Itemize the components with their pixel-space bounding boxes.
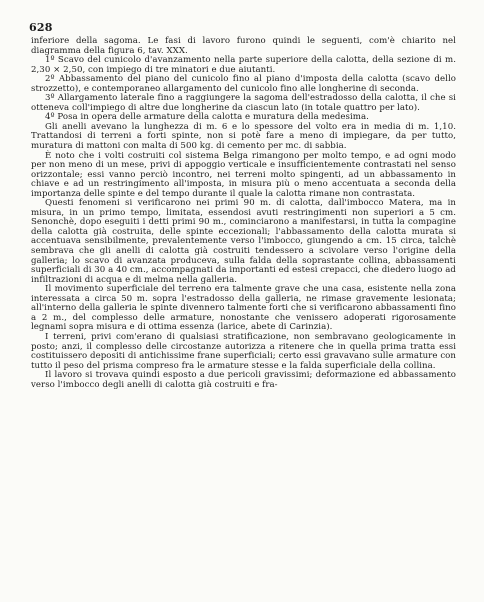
body-text	[31, 37, 456, 390]
paragraph: 3º Allargamento laterale fino a raggiungere la sagoma dell'estradosso della calotta, il che si otteneva coll'impiego di altre due longherine da ciascun lato (in totale quattro per lato).	[31, 93, 456, 113]
paragraph: 1º Scavo del cunicolo d'avanzamento nella parte superiore della calotta, della sezione di m. 2,30 × 2,50, con impiego di tre minatori e due aiutanti.	[31, 55, 456, 75]
paragraph: È noto che i volti costruiti col sistema Belga rimangono per molto tempo, e ad ogni modo per non meno di un mese, privi di appoggio verticale e insufficientemente contrastati nel senso orizzontale; essi vanno perciò incontro, nei terreni molto spingenti, ad un abbassamento in chiave e ad un restringimento all'imposta, in misura più o meno accentuata a seconda della importanza delle spinte e del tempo durante il quale la calotta rimane non contrastata.	[31, 150, 456, 199]
paragraph: 2º Abbassamento del piano del cunicolo fino al piano d'imposta della calotta (scavo dello strozzetto), e contemporaneo allargamento del cunicolo fino alle longherine di seconda.	[31, 74, 456, 94]
paragraph: Il movimento superficiale del terreno era talmente grave che una casa, esistente nella zona interessata a circa 50 m. sopra l'estradosso della galleria, ne rimase gravemente lesionata; all'interno della galleria le spinte divennero talmente forti che si verificarono abbassamenti fino a 2 m., del complesso delle armature, nonostante che venissero adoperati rigorosamente legnami sopra misura e di ottima essenza (larice, abete di Carinzia).	[31, 284, 456, 333]
paragraph: Questi fenomeni si verificarono nei primi 90 m. di calotta, dall'imbocco Matera, ma in misura, in un primo tempo, limitata, essendosi avuti restringimenti non superiori a 5 cm. Senonchè, dopo eseguiti i detti primi 90 m., cominciarono a manifestarsi, in tutta la compagine della calotta già costruita, delle spinte eccezionali; l'abbassamento della calotta murata si accentuava sensibilmente, prevalentemente verso l'imbocco, giungendo a cm. 15 circa, talchè sembrava che gli anelli di calotta già costruiti tendessero a scivolare verso l'origine della galleria; lo scavo di avanzata produceva, sulla falda della soprastante collina, abbassamenti superficiali di 30 a 40 cm., accompagnati da importanti ed estesi crepacci, che diedero luogo ad infiltrazioni di acqua e di melma nella galleria.	[31, 198, 456, 285]
paragraph: Il lavoro si trovava quindi esposto a due pericoli gravissimi; deformazione ed abbassamento verso l'imbocco degli anelli di calotta già costruiti e fra-	[31, 370, 456, 390]
page-number: 628	[29, 21, 53, 34]
paragraph: 4º Posa in opera delle armature della calotta e muratura della medesima.	[45, 112, 369, 123]
paragraph: I terreni, privi com'erano di qualsiasi stratificazione, non sembravano geologicamente in posto; anzi, il complesso delle circostanze autorizza a ritenere che in quella prima tratta essi costituissero depositi di antichissime frane superficiali; certo essi gravavano sulle armature con tutto il peso del prisma compreso fra le armature stesse e la falda superficiale della collina.	[31, 331, 456, 371]
paragraph: inferiore della sagoma. Le fasi di lavoro furono quindi le seguenti, com'è chiarito nel diagramma della figura 6, tav. XXX.	[31, 36, 456, 56]
paragraph: Gli anelli avevano la lunghezza di m. 6 e lo spessore del volto era in media di m. 1,10. Trattandosi di terreni a forti spinte, non si potè fare a meno di impiegare, da per tutto, muratura di mattoni con malta di 500 kg. di cemento per mc. di sabbia.	[31, 121, 456, 152]
